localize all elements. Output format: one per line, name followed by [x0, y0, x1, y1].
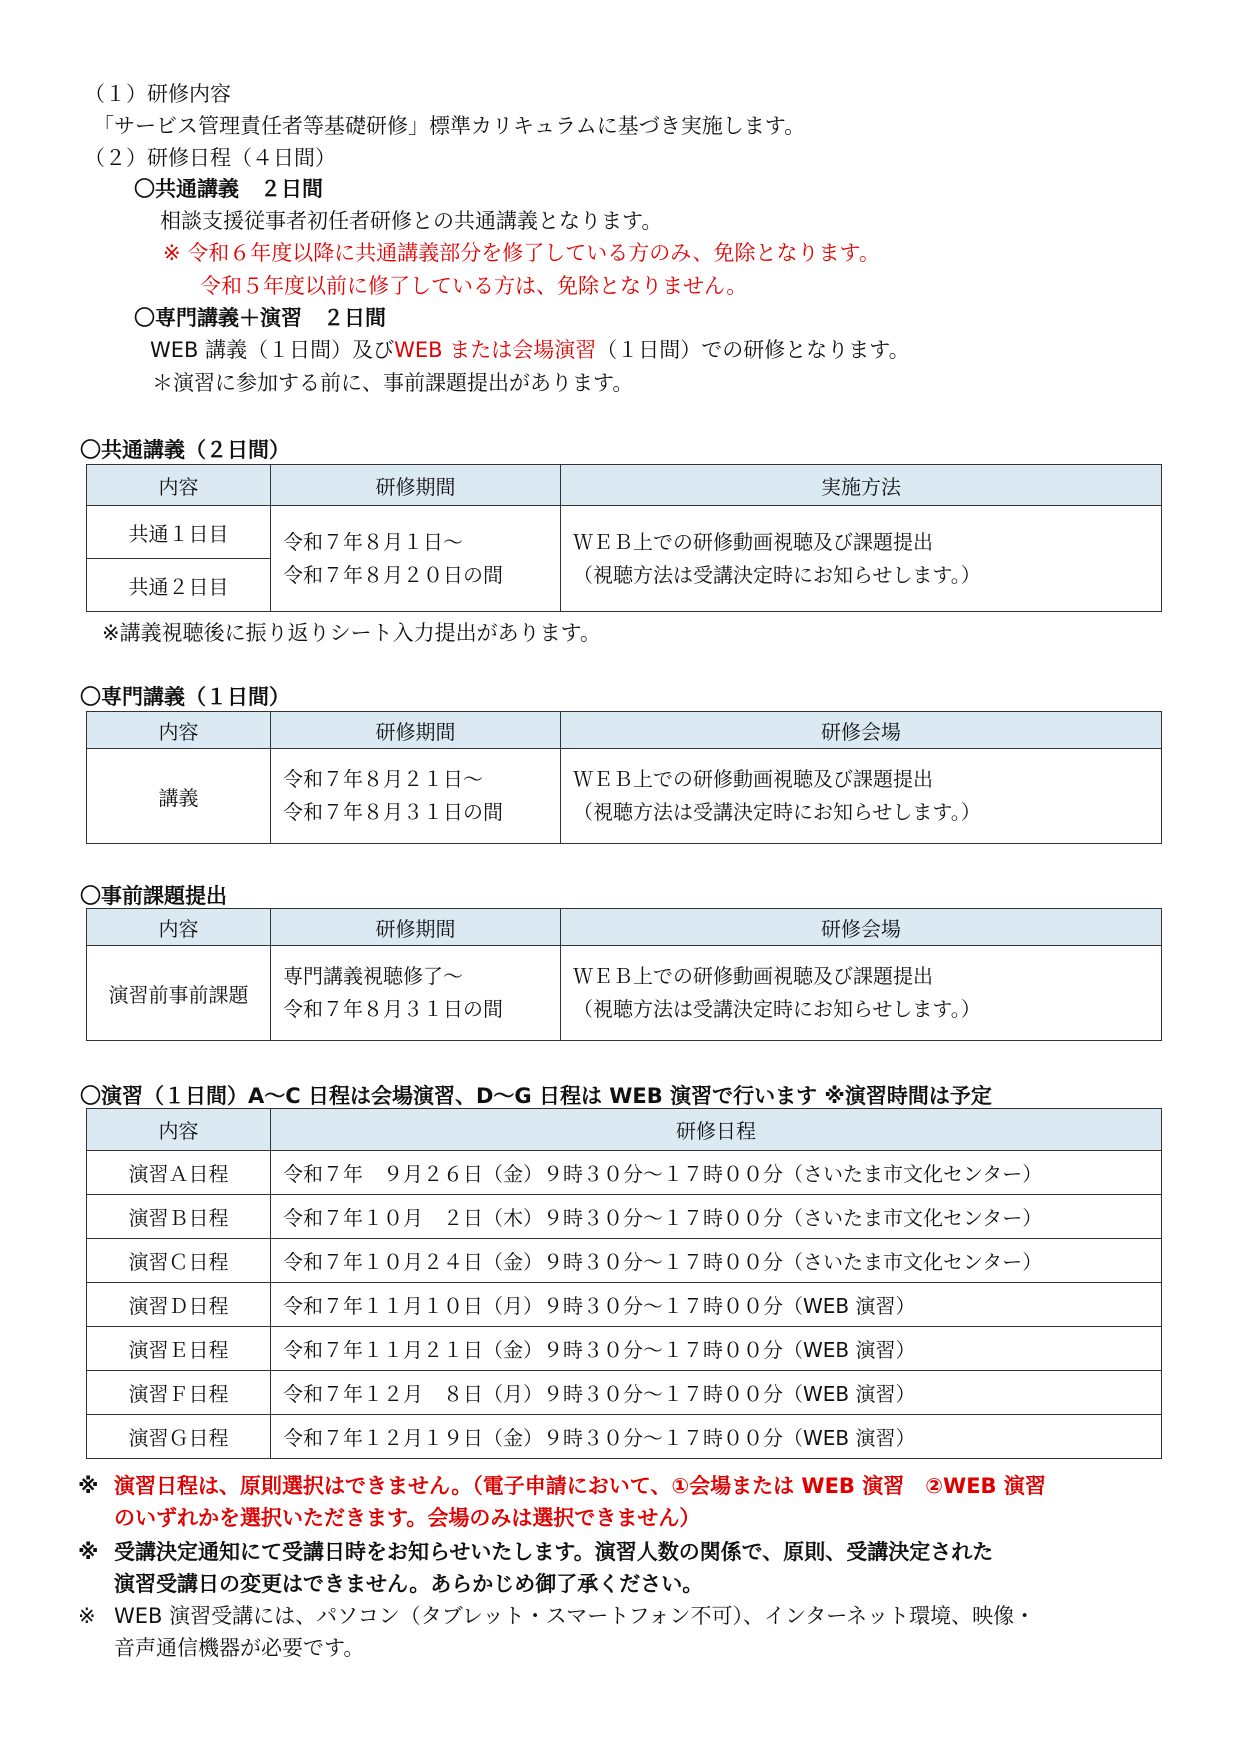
table-row — [87, 749, 1162, 844]
note3-line2: 音声通信機器が必要です。 — [114, 1636, 365, 1660]
common-lecture-text: 相談支援従事者初任者研修との共通講義となります。 — [160, 209, 663, 233]
special-text-a: WEB 講義（１日間）及び — [150, 338, 395, 362]
note2-mark: ※ — [78, 1540, 99, 1564]
special-lecture-heading: 〇専門講義＋演習 ２日間 — [134, 306, 386, 330]
row-label: 演習Ｆ日程 — [87, 1371, 271, 1415]
header-period: 研修期間 — [271, 465, 561, 506]
row-schedule: 令和７年１２月１９日（金）９時３０分～１７時００分（WEB 演習） — [271, 1415, 1162, 1459]
table-row — [87, 506, 1162, 559]
table-row — [87, 1327, 1162, 1371]
header-period: 研修期間 — [271, 909, 561, 946]
method-line1: ＷＥＢ上での研修動画視聴及び課題提出 — [573, 767, 933, 791]
note3-mark: ※ — [78, 1604, 96, 1628]
note2-line2: 演習受講日の変更はできません。あらかじめ御了承ください。 — [114, 1572, 704, 1596]
row-schedule: 令和７年 ９月２６日（金）９時３０分～１７時００分（さいたま市文化センター） — [271, 1151, 1162, 1195]
header-venue: 研修会場 — [561, 712, 1162, 749]
period-line2: 令和７年８月３１日の間 — [283, 800, 503, 824]
row-schedule: 令和７年１１月２１日（金）９時３０分～１７時００分（WEB 演習） — [271, 1327, 1162, 1371]
section2-heading: （２）研修日程（４日間） — [84, 146, 336, 170]
note3-line1: WEB 演習受講には、パソコン（タブレット・スマートフォン不可）、インターネット環境、映像・ — [114, 1604, 1036, 1628]
row-schedule: 令和７年１２月 ８日（月）９時３０分～１７時００分（WEB 演習） — [271, 1371, 1162, 1415]
special-text-b: （１日間）での研修となります。 — [596, 338, 910, 362]
table-header-row — [87, 465, 1162, 506]
row-label: 演習Ａ日程 — [87, 1151, 271, 1195]
method-line2: （視聴方法は受講決定時にお知らせします。） — [573, 997, 981, 1021]
table3-title: 〇事前課題提出 — [80, 884, 227, 908]
header-method: 実施方法 — [561, 465, 1162, 506]
common-lecture-note2: 令和５年度以前に修了している方は、免除となりません。 — [200, 274, 748, 298]
special-text-red: WEB または会場演習 — [394, 338, 597, 362]
header-schedule: 研修日程 — [271, 1109, 1162, 1151]
row-label: 演習Ｅ日程 — [87, 1327, 271, 1371]
method-line1: ＷＥＢ上での研修動画視聴及び課題提出 — [573, 529, 933, 554]
common-lecture-table — [86, 464, 1162, 612]
common-lecture-heading: 〇共通講義 ２日間 — [134, 177, 323, 201]
header-venue: 研修会場 — [561, 909, 1162, 946]
table-row — [87, 1283, 1162, 1327]
note1-mark: ※ — [78, 1474, 99, 1498]
header-period: 研修期間 — [271, 712, 561, 749]
pre-assignment-table — [86, 908, 1162, 1041]
note1-line2: のいずれかを選択いただきます。会場のみは選択できません） — [114, 1506, 701, 1530]
note2 — [78, 1536, 993, 1600]
table4-title: 〇演習（１日間）A～C 日程は会場演習、D～G 日程は WEB 演習で行います ※演習時間は予定 — [80, 1084, 992, 1108]
period-line2: 令和７年８月２０日の間 — [283, 562, 503, 587]
practice-schedule-table — [86, 1108, 1162, 1459]
period-line1: 令和７年８月２１日～ — [283, 767, 483, 791]
table-row — [87, 1371, 1162, 1415]
section1-heading: （１）研修内容 — [84, 82, 231, 106]
method-line2: （視聴方法は受講決定時にお知らせします。） — [573, 562, 981, 587]
special-lecture-note: ＊演習に参加する前に、事前課題提出があります。 — [152, 371, 634, 395]
period-line2: 令和７年８月３１日の間 — [283, 997, 503, 1021]
row-label: 共通１日目 — [87, 506, 271, 559]
special-lecture-text — [150, 334, 910, 364]
row-label: 演習Ｃ日程 — [87, 1239, 271, 1283]
table1-title: 〇共通講義（２日間） — [80, 438, 290, 462]
method-line2: （視聴方法は受講決定時にお知らせします。） — [573, 800, 981, 824]
table-row — [87, 1239, 1162, 1283]
period-cell — [271, 749, 561, 844]
period-line1: 令和７年８月１日～ — [283, 529, 463, 554]
special-lecture-table — [86, 711, 1162, 844]
note2-line1: 受講決定通知にて受講日時をお知らせいたします。演習人数の関係で、原則、受講決定された — [114, 1540, 994, 1564]
table-header-row — [87, 909, 1162, 946]
note1-line1: 演習日程は、原則選択はできません。（電子申請において、①会場または WEB 演習 ②WEB 演習 — [114, 1474, 1046, 1498]
method-cell — [561, 506, 1162, 612]
header-content: 内容 — [87, 712, 271, 749]
period-cell — [271, 946, 561, 1041]
note1 — [78, 1470, 1046, 1534]
row-label: 演習Ｇ日程 — [87, 1415, 271, 1459]
note3 — [78, 1600, 1035, 1664]
header-content: 内容 — [87, 1109, 271, 1151]
row-label: 演習前事前課題 — [87, 946, 271, 1041]
header-content: 内容 — [87, 465, 271, 506]
row-schedule: 令和７年１０月２４日（金）９時３０分～１７時００分（さいたま市文化センター） — [271, 1239, 1162, 1283]
header-content: 内容 — [87, 909, 271, 946]
common-lecture-note1: ※ 令和６年度以降に共通講義部分を修了している方のみ、免除となります。 — [163, 241, 880, 265]
table-header-row — [87, 712, 1162, 749]
method-line1: ＷＥＢ上での研修動画視聴及び課題提出 — [573, 964, 933, 988]
row-label: 演習Ｂ日程 — [87, 1195, 271, 1239]
row-label: 演習Ｄ日程 — [87, 1283, 271, 1327]
table2-title: 〇専門講義（１日間） — [80, 685, 290, 709]
table-header-row — [87, 1109, 1162, 1151]
method-cell — [561, 946, 1162, 1041]
table-row — [87, 1195, 1162, 1239]
row-schedule: 令和７年１０月 ２日（木）９時３０分～１７時００分（さいたま市文化センター） — [271, 1195, 1162, 1239]
row-schedule: 令和７年１１月１０日（月）９時３０分～１７時００分（WEB 演習） — [271, 1283, 1162, 1327]
section1-text: 「サービス管理責任者等基礎研修」標準カリキュラムに基づき実施します。 — [93, 114, 806, 138]
row-label: 共通２日目 — [87, 559, 271, 612]
table1-note: ※講義視聴後に振り返りシート入力提出があります。 — [102, 621, 601, 645]
table-row — [87, 1151, 1162, 1195]
period-line1: 専門講義視聴修了～ — [283, 964, 463, 988]
method-cell — [561, 749, 1162, 844]
table-row — [87, 1415, 1162, 1459]
period-cell — [271, 506, 561, 612]
table-row — [87, 946, 1162, 1041]
row-label: 講義 — [87, 749, 271, 844]
